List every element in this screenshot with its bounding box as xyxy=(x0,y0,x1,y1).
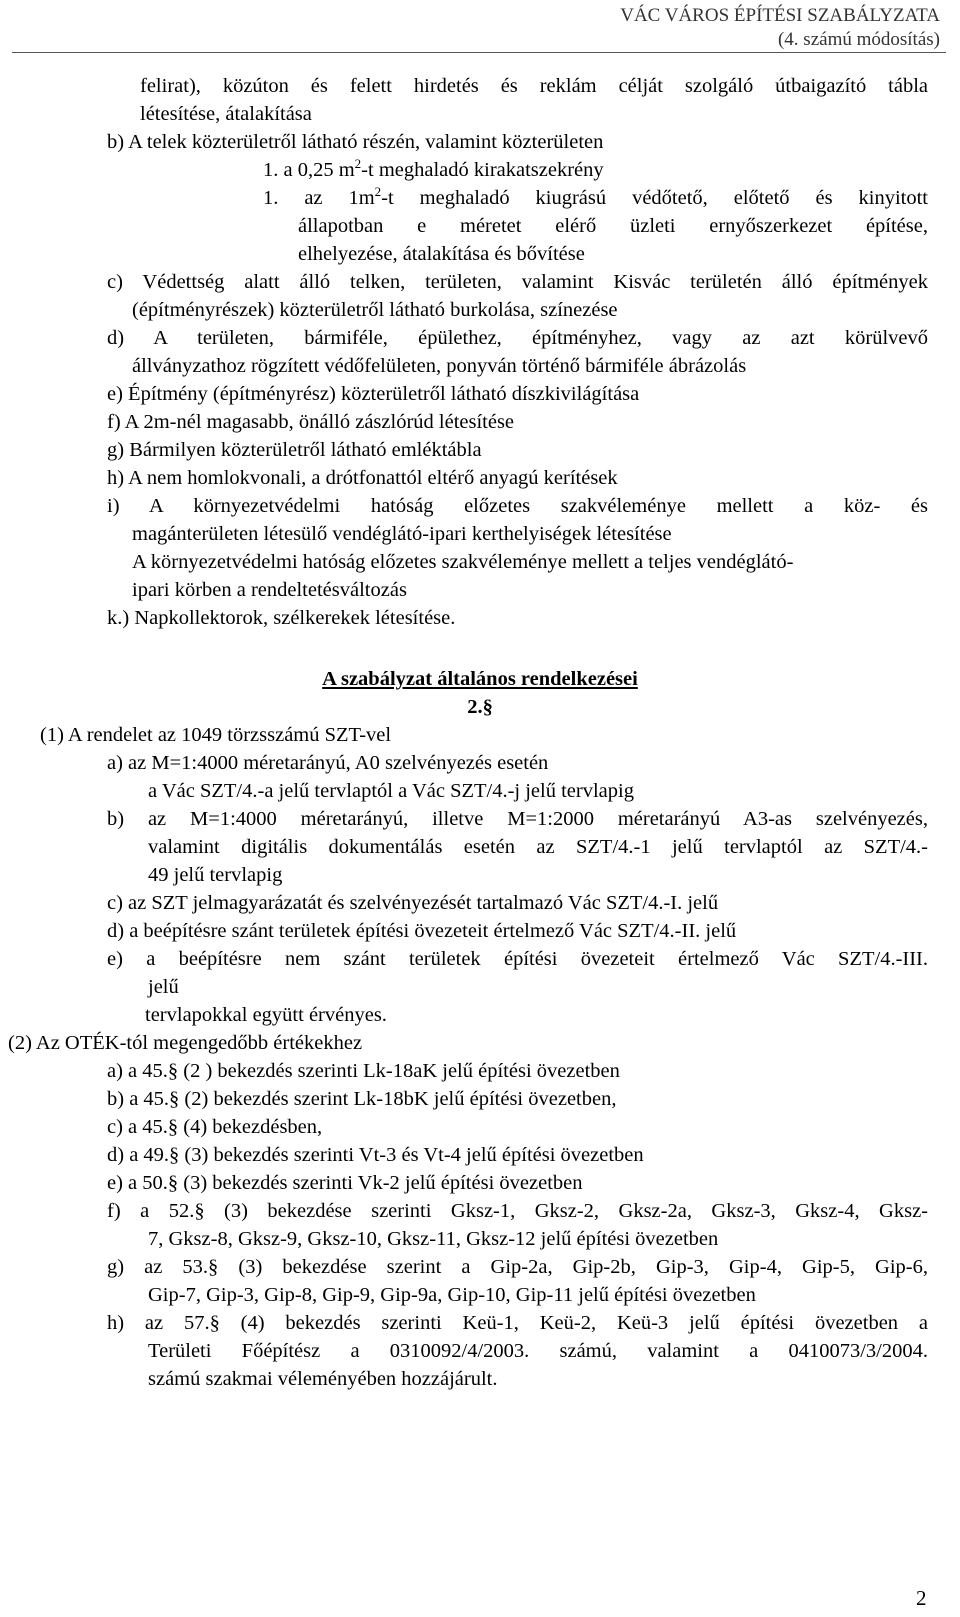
text-line: számú szakmai véleményében hozzájárult. xyxy=(148,1368,498,1390)
section-heading: A szabályzat általános rendelkezései xyxy=(322,668,638,690)
text-line: a Vác SZT/4.-a jelű tervlaptól a Vác SZT/4.-j jelű tervlapig xyxy=(148,780,634,802)
text-line: valamint digitális dokumentálás esetén az SZT/4.-1 jelű tervlaptól az SZT/4.- xyxy=(148,836,928,858)
text-line: magánterületen létesülő vendéglátó-ipari kerthelyiségek létesítése xyxy=(132,523,672,545)
header-title: VÁC VÁROS ÉPÍTÉSI SZABÁLYZATA xyxy=(620,5,940,26)
list-item-d: d) A területen, bármiféle, épülethez, építményhez, vagy az azt körülvevő xyxy=(107,327,928,349)
list-item-f: f) A 2m-nél magasabb, önálló zászlórúd létesítése xyxy=(107,411,515,433)
text-line: állapotban e méretet elérő üzleti ernyőszerkezet építése, xyxy=(298,215,928,237)
list-item: c) az SZT jelmagyarázatát és szelvényezését tartalmazó Vác SZT/4.-I. jelű xyxy=(107,892,719,914)
list-item: f) a 52.§ (3) bekezdése szerinti Gksz-1, Gksz-2, Gksz-2a, Gksz-3, Gksz-4, Gksz- xyxy=(107,1200,928,1222)
list-item-k: k.) Napkollektorok, szélkerekek létesítése. xyxy=(107,607,456,629)
list-item: g) az 53.§ (3) bekezdése szerint a Gip-2a, Gip-2b, Gip-3, Gip-4, Gip-5, Gip-6, xyxy=(107,1256,928,1278)
list-item-b: b) A telek közterületről látható részén, valamint közterületen xyxy=(107,131,604,153)
text-line: ipari körben a rendeltetésváltozás xyxy=(132,579,407,601)
sub-item: 1. az $1m^2-t$ meghaladó kiugrású védőtető, előtető és kinyitott xyxy=(263,184,928,209)
text-line: felirat), közúton és felett hirdetés és reklám célját szolgáló útbaigazító tábla xyxy=(140,75,928,97)
text-line: Területi Főépítész a 0310092/4/2003. számú, valamint a 0410073/3/2004. xyxy=(148,1340,928,1362)
list-item: d) a 49.§ (3) bekezdés szerinti Vt-3 és Vt-4 jelű építési övezetben xyxy=(107,1144,644,1166)
list-item: h) az 57.§ (4) bekezdés szerinti Keü-1, Keü-2, Keü-3 jelű építési övezetben a xyxy=(107,1312,928,1334)
list-item-i: i) A környezetvédelmi hatóság előzetes szakvéleménye mellett a köz- és xyxy=(107,495,928,517)
list-item-c: c) Védettség alatt álló telken, területen, valamint Kisvác területén álló építmények xyxy=(107,271,928,293)
paragraph-1: (1) A rendelet az 1049 törzsszámú SZT-vel xyxy=(40,724,392,746)
header-rule xyxy=(12,52,946,53)
list-item: b) a 45.§ (2) bekezdés szerint Lk-18bK jelű építési övezetben, xyxy=(107,1088,617,1110)
text-line: elhelyezése, átalakítása és bővítése xyxy=(298,243,585,265)
text-line: (építményrészek) közterületről látható burkolása, színezése xyxy=(132,299,618,321)
sub-item: 1. a 0,25 $m^2-t$ meghaladó kirakatszekrény xyxy=(263,156,604,181)
text-line: 7, Gksz-8, Gksz-9, Gksz-10, Gksz-11, Gksz-12 jelű építési övezetben xyxy=(148,1228,719,1250)
text-line: tervlapokkal együtt érvényes. xyxy=(145,1004,387,1026)
list-item-h: h) A nem homlokvonali, a drótfonattól eltérő anyagú kerítések xyxy=(107,467,618,489)
text-line: A környezetvédelmi hatóság előzetes szakvéleménye mellett a teljes vendéglátó- xyxy=(132,551,794,573)
list-item: e) a 50.§ (3) bekezdés szerinti Vk-2 jelű építési övezetben xyxy=(107,1172,583,1194)
paragraph-2: (2) Az OTÉK-tól megengedőbb értékekhez xyxy=(8,1032,363,1054)
text-line: 49 jelű tervlapig xyxy=(148,864,283,886)
list-item: a) a 45.§ (2 ) bekezdés szerinti Lk-18aK jelű építési övezetben xyxy=(107,1060,620,1082)
list-item-e: e) Építmény (építményrész) közterületről látható díszkivilágítása xyxy=(107,383,640,405)
section-number: 2.§ xyxy=(467,696,493,718)
list-item-g: g) Bármilyen közterületről látható emléktábla xyxy=(107,439,482,461)
header-subtitle: (4. számú módosítás) xyxy=(777,29,940,50)
text-line: létesítése, átalakítása xyxy=(140,103,312,125)
text-line: Gip-7, Gip-3, Gip-8, Gip-9, Gip-9a, Gip-10, Gip-11 jelű építési övezetben xyxy=(148,1284,756,1306)
list-item: a) az M=1:4000 méretarányú, A0 szelvényezés esetén xyxy=(107,752,549,774)
list-item: b) az M=1:4000 méretarányú, illetve M=1:2000 méretarányú A3-as szelvényezés, xyxy=(107,808,928,830)
text-line: jelű xyxy=(148,976,179,998)
text-line: állványzathoz rögzített védőfelületen, ponyván történő bármiféle ábrázolás xyxy=(132,355,747,377)
page-number: 2 xyxy=(916,1586,927,1610)
list-item: c) a 45.§ (4) bekezdésben, xyxy=(107,1116,323,1138)
list-item: d) a beépítésre szánt területek építési övezeteit értelmező Vác SZT/4.-II. jelű xyxy=(107,920,737,942)
list-item: e) a beépítésre nem szánt területek építési övezeteit értelmező Vác SZT/4.-III. xyxy=(107,948,928,970)
